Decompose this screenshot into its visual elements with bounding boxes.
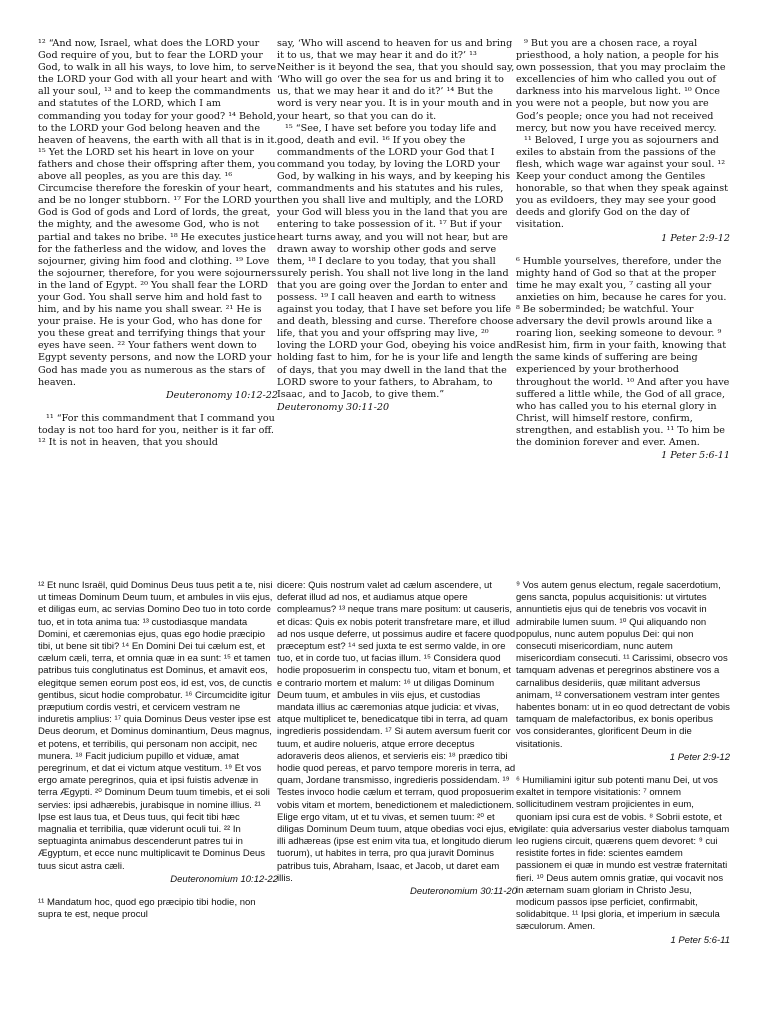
reference-1pet-2: 1 Peter 2:9-12 bbox=[661, 232, 730, 244]
latin-column-3 bbox=[516, 580, 730, 947]
english-column-3 bbox=[516, 38, 730, 462]
reference-deut-10: Deuteronomy 10:12-22 bbox=[165, 389, 278, 401]
passage-1pet-2b: ¹¹ Beloved, I urge you as sojourners and exiles to abstain from the passions of the flesh, which wage war against your soul. ¹² Keep your conduct among the Gentiles honorable, so that when they speak against you as evildoers, they may see your good deeds and glorify God on the day of visitation. bbox=[516, 134, 729, 231]
english-column-2 bbox=[277, 38, 517, 414]
reference-1pet-5-latin: 1 Peter 5:6-11 bbox=[670, 934, 730, 946]
reference-deut-30-latin: Deuteronomium 30:11-20 bbox=[409, 886, 517, 898]
reference-deut-10-latin: Deuteronomium 10:12-22 bbox=[170, 873, 278, 885]
passage-deut-30-start: ¹¹ “For this commandment that I command you today is not too hard for you, neither is it far off. ¹² It is not in heaven, that you should bbox=[38, 412, 275, 448]
passage-deut-10-latin: ¹² Et nunc Israël, quid Dominus Deus tuus petit a te, nisi ut timeas Dominum Deum tuum, et ambules in viis ejus, et diligas eum, ac servias Domino Deo tuo in toto corde tuo, et in tota anima tua: ¹³ custodiasque mandata Domini, et cæremonias ejus, quas ego hodie præcipio tibi, ut bene sit tibi? ¹⁴ En Domini Dei tui cælum est, et cælum cæli, terra, et omnia quæ in ea sunt: ¹⁵ et tamen patribus tuis conglutinatus est Dominus, et amavit eos, elegitque semen eorum post eos, id est, vos, de cunctis gentibus, sicut hodie comprobatur. ¹⁶ Circumcidite igitur præputium cordis vestri, et cervicem vestram ne induretis amplius: ¹⁷ quia Dominus Deus vester ipse est Deus deorum, et Dominus dominantium, Deus magnus, et potens, et terribilis, qui personam non accipit, nec munera. ¹⁸ Facit judicium pupillo et viduæ, amat peregrinum, et dat ei victum atque vestitum. ¹⁹ Et vos ergo amate peregrinos, quia et ipsi fuistis advenæ in terra Ægypti. ²⁰ Dominum Deum tuum timebis, et ei soli servies: ipsi adhærebis, jurabisque in nomine illius. ²¹ Ipse est laus tua, et Deus tuus, qui fecit tibi hæc magnalia et terribilia, quæ viderunt oculi tui. ²² In septuaginta animabus descenderunt patres tui in Ægyptum, et ecce nunc multiplicavit te Dominus Deus tuus sicut astra cæli. bbox=[38, 580, 273, 872]
reference-1pet-2-latin: 1 Peter 2:9-12 bbox=[669, 751, 730, 763]
passage-deut-30-latin: dicere: Quis nostrum valet ad cælum ascendere, ut deferat illud ad nos, et audiamus atque opere compleamus? ¹³ neque trans mare positum: ut causeris, et dicas: Quis ex nobis poterit transfretare mare, et illud ad nos usque deferre, ut possimus audire et facere quod præceptum est? ¹⁴ sed juxta te est sermo valde, in ore tuo, et in corde tuo, ut facias illum. ¹⁵ Considera quod hodie proposuerim in conspectu tuo, vitam et bonum, et e contrario mortem et malum: ¹⁶ ut diligas Dominum Deum tuum, et ambules in viis ejus, et custodias mandata illius ac cæremonias atque judicia: et vivas, atque multiplicet te, benedicatque tibi in terra, ad quam ingredieris possidendam. ¹⁷ Si autem aversum fuerit cor tuum, et audire nolueris, atque errore deceptus adoraveris deos alienos, et servieris eis: ¹⁸ prædico tibi hodie quod pereas, et parvo tempore moreris in terra, ad quam, Jordane transmisso, ingredieris possidendam. ¹⁹ Testes invoco hodie cælum et terram, quod proposuerim vobis vitam et mortem, benedictionem et maledictionem. Elige ergo vitam, ut et tu vivas, et semen tuum: ²⁰ et diligas Dominum Deum tuum, atque obedias voci ejus, et illi adhæreas (ipse est enim vita tua, et longitudo dierum tuorum), ut habites in terra, pro qua juravit Dominus patribus tuis, Abraham, Isaac, et Jacob, ut daret eam illis. bbox=[277, 580, 517, 884]
reference-deut-30: Deuteronomy 30:11-20 bbox=[277, 401, 390, 413]
passage-deut-30-cont: say, ‘Who will ascend to heaven for us and bring it to us, that we may hear it and do it?’ ¹³ Neither is it beyond the sea, that you should say, ‘Who will go over the sea for us and bring it to us, that we may hear it and do it?’ ¹⁴ But the word is very near you. It is in your mouth and in your heart, so that you can do it. bbox=[277, 38, 515, 122]
english-column-1 bbox=[38, 38, 278, 449]
passage-1pet-2a: ⁹ But you are a chosen race, a royal priesthood, a holy nation, a people for his own possession, that you may proclaim the excellencies of him who called you out of darkness into his marvelous light. ¹⁰ Once you were not a people, but now you are God’s people; once you had not received mercy, but now you have received mercy. bbox=[516, 38, 726, 134]
latin-column-2 bbox=[277, 580, 517, 898]
passage-deut-10: ¹² “And now, Israel, what does the LORD your God require of you, but to fear the LORD your God, to walk in all his ways, to love him, to serve the LORD your God with all your heart and with all your soul, ¹³ and to keep the commandments and statutes of the LORD, which I am commanding you today for your good? ¹⁴ Behold, to the LORD your God belong heaven and the heaven of heavens, the earth with all that is in it. ¹⁵ Yet the LORD set his heart in love on your fathers and chose their offspring after them, you above all peoples, as you are this day. ¹⁶ Circumcise therefore the foreskin of your heart, and be no longer stubborn. ¹⁷ For the LORD your God is God of gods and Lord of lords, the great, the mighty, and the awesome God, who is not partial and takes no bribe. ¹⁸ He executes justice for the fatherless and the widow, and loves the sojourner, giving him food and clothing. ¹⁹ Love the sojourner, therefore, for you were sojourners in the land of Egypt. ²⁰ You shall fear the LORD your God. You shall serve him and hold fast to him, and by his name you shall swear. ²¹ He is your praise. He is your God, who has done for you these great and terrifying things that your eyes have seen. ²² Your fathers went down to Egypt seventy persons, and now the LORD your God has made you as numerous as the stars of heaven. bbox=[38, 38, 278, 388]
passage-deut-30-b: ¹⁵ “See, I have set before you today life and good, death and evil. ¹⁶ If you obey the commandments of the LORD your God that I command you today, by loving the LORD your God, by walking in his ways, and by keeping his commandments and his statutes and his rules, then you shall live and multiply, and the LORD your God will bless you in the land that you are entering to take possession of it. ¹⁷ But if your heart turns away, and you will not hear, but are drawn away to worship other gods and serve them, ¹⁸ I declare to you today, that you shall surely perish. You shall not live long in the land that you are going over the Jordan to enter and possess. ¹⁹ I call heaven and earth to witness against you today, that I have set before you life and death, blessing and curse. Therefore choose life, that you and your offspring may live, ²⁰ loving the LORD your God, obeying his voice and holding fast to him, for he is your life and length of days, that you may dwell in the land that the LORD swore to your fathers, to Abraham, to Isaac, and to Jacob, to give them.” bbox=[277, 122, 517, 400]
reference-1pet-5: 1 Peter 5:6-11 bbox=[661, 450, 730, 462]
latin-column-1 bbox=[38, 580, 278, 921]
passage-1pet-5: ⁶ Humble yourselves, therefore, under the mighty hand of God so that at the proper time he may exalt you, ⁷ casting all your anxieties on him, because he cares for you. ⁸ Be soberminded; be watchful. Your adversary the devil prowls around like a roaring lion, seeking someone to devour. ⁹ Resist him, firm in your faith, knowing that the same kinds of suffering are being experienced by your brotherhood throughout the world. ¹⁰ And after you have suffered a little while, the God of all grace, who has called you to his eternal glory in Christ, will himself restore, confirm, strengthen, and establish you. ¹¹ To him be the dominion forever and ever. Amen. bbox=[516, 255, 730, 448]
passage-1pet-2-latin: ⁹ Vos autem genus electum, regale sacerdotium, gens sancta, populus acquisitionis: ut virtutes annuntietis ejus qui de tenebris vos vocavit in admirabile lumen suum. ¹⁰ Qui aliquando non populus, nunc autem populus Dei: qui non consecuti misericordiam, nunc autem misericordiam consecuti. ¹¹ Carissimi, obsecro vos tamquam advenas et peregrinos abstinere vos a carnalibus desideriis, quæ militant adversus animam, ¹² conversationem vestram inter gentes habentes bonam: ut in eo quod detrectant de vobis tamquam de malefactoribus, ex bonis operibus vos considerantes, glorificent Deum in die visitationis. bbox=[516, 580, 730, 750]
passage-1pet-5-latin: ⁶ Humiliamini igitur sub potenti manu Dei, ut vos exaltet in tempore visitationis: ⁷ omnem sollicitudinem vestram projicientes in eum, quoniam ipsi cura est de vobis. ⁸ Sobrii estote, et vigilate: quia adversarius vester diabolus tamquam leo rugiens circuit, quærens quem devoret: ⁹ cui resistite fortes in fide: scientes eamdem passionem ei quæ in mundo est vestræ fraternitati fieri. ¹⁰ Deus autem omnis gratiæ, qui vocavit nos in æternam suam gloriam in Christo Jesu, modicum passos ipse perficiet, confirmabit, solidabitque. ¹¹ Ipsi gloria, et imperium in sæcula sæculorum. Amen. bbox=[516, 775, 730, 933]
passage-deut-30-latin-start: ¹¹ Mandatum hoc, quod ego præcipio tibi hodie, non supra te est, neque procul bbox=[38, 897, 256, 921]
